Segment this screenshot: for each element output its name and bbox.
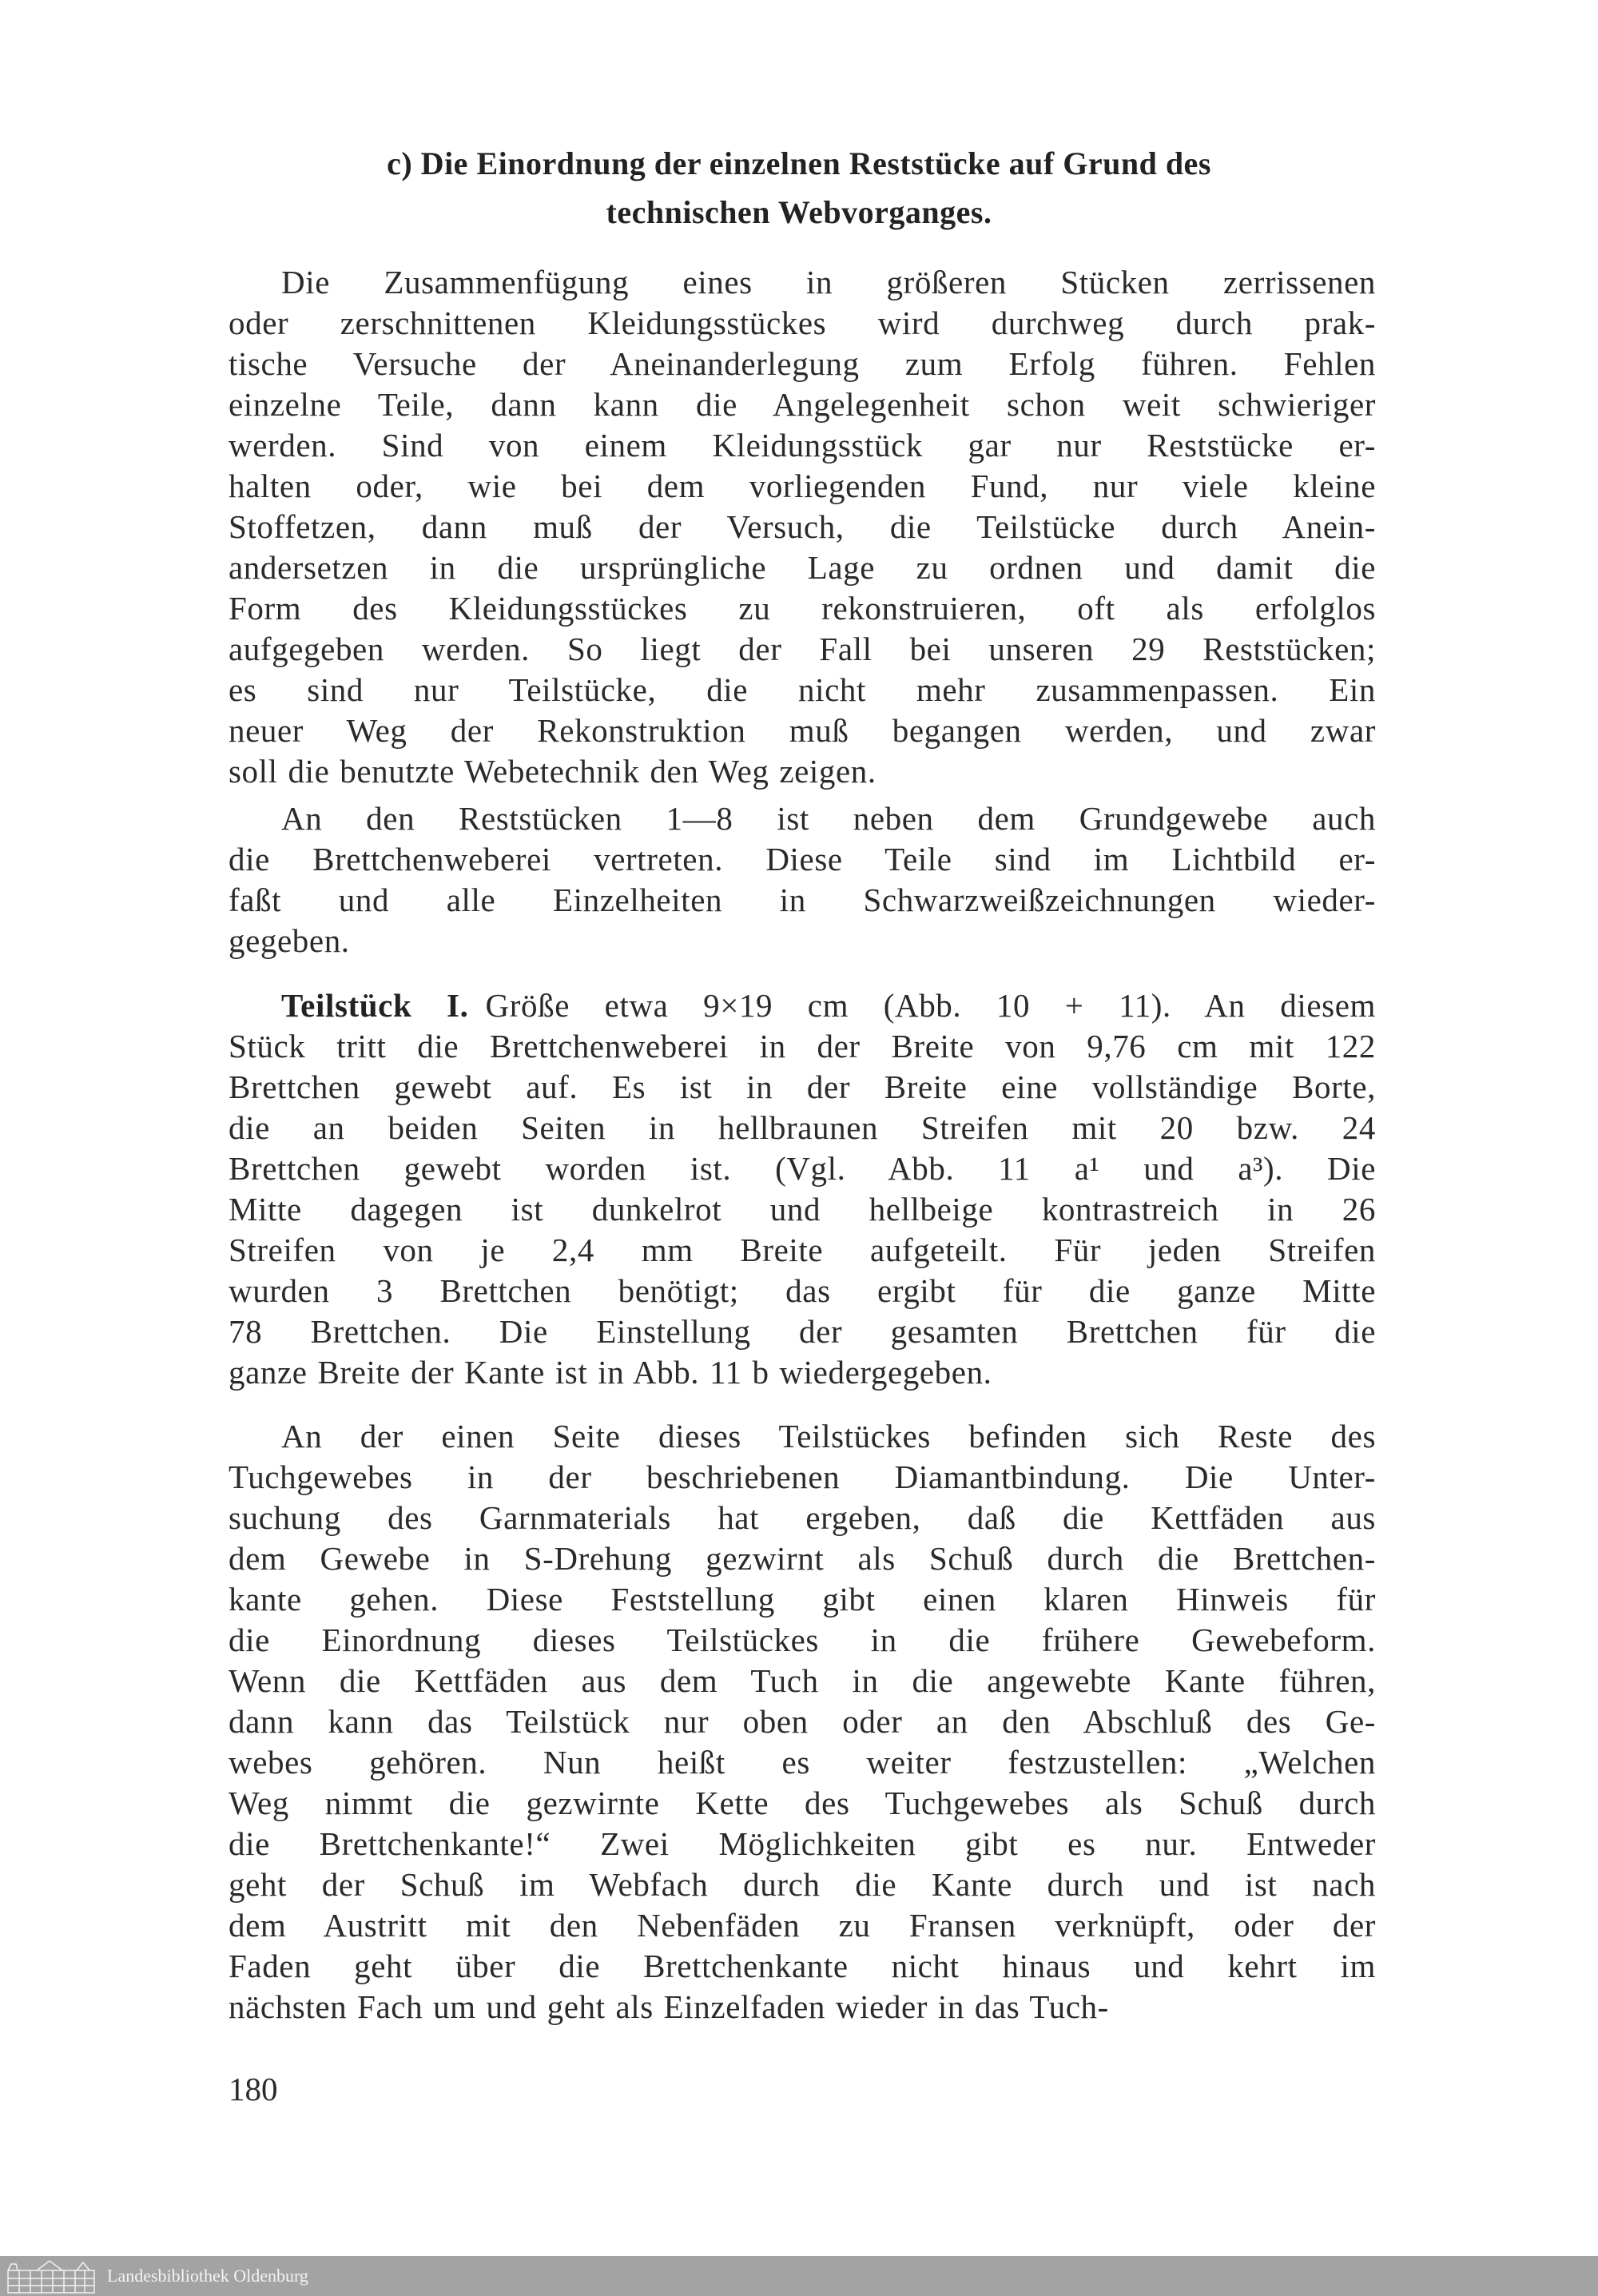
text-line: webes gehören. Nun heißt es weiter festzustellen: „Welchen bbox=[229, 1744, 1376, 1781]
text-line: An der einen Seite dieses Teilstückes befinden sich Reste des bbox=[281, 1418, 1376, 1454]
text-line: ganze Breite der Kante ist in Abb. 11 b wiedergegeben. bbox=[229, 1354, 992, 1391]
text-line: nächsten Fach um und geht als Einzelfaden wieder in das Tuch- bbox=[229, 1988, 1109, 2025]
text-run: Größe etwa 9×19 cm (Abb. 10 + 11). An diesem bbox=[485, 987, 1376, 1024]
section-heading-line-2: technischen Webvorganges. bbox=[606, 194, 992, 230]
text-line: die Brettchenkante!“ Zwei Möglichkeiten gibt es nur. Entweder bbox=[229, 1825, 1376, 1862]
text-line: es sind nur Teilstücke, die nicht mehr zusammenpassen. Ein bbox=[229, 671, 1376, 708]
paragraph-4 bbox=[229, 1416, 1376, 2027]
paragraph-2 bbox=[229, 798, 1376, 961]
text-line: halten oder, wie bei dem vorliegenden Fund, nur viele kleine bbox=[229, 468, 1376, 504]
text-line: Stoffetzen, dann muß der Versuch, die Teilstücke durch Anein- bbox=[229, 508, 1376, 545]
text-line: Weg nimmt die gezwirnte Kette des Tuchgewebes als Schuß durch bbox=[229, 1785, 1376, 1821]
text-line: soll die benutzte Webetechnik den Weg zeigen. bbox=[229, 753, 877, 790]
text-line: Brettchen gewebt auf. Es ist in der Breite eine vollständige Borte, bbox=[229, 1068, 1376, 1105]
paragraph-3 bbox=[229, 985, 1376, 1393]
text-line: die Brettchenweberei vertreten. Diese Teile sind im Lichtbild er- bbox=[229, 841, 1376, 877]
text-line: Streifen von je 2,4 mm Breite aufgeteilt. Für jeden Streifen bbox=[229, 1232, 1376, 1268]
text-line: Brettchen gewebt worden ist. (Vgl. Abb. 11 a¹ und a³). Die bbox=[229, 1150, 1376, 1187]
text-line: einzelne Teile, dann kann die Angelegenheit schon weit schwieriger bbox=[229, 386, 1376, 423]
text-line: Form des Kleidungsstückes zu rekonstruieren, oft als erfolglos bbox=[229, 590, 1376, 627]
section-heading-line-1: c) Die Einordnung der einzelnen Reststücke auf Grund des bbox=[387, 145, 1211, 181]
text-line: tische Versuche der Aneinanderlegung zum Erfolg führen. Fehlen bbox=[229, 345, 1376, 382]
run-in-heading: Teilstück I. bbox=[281, 987, 469, 1024]
text-line: dem Austritt mit den Nebenfäden zu Fransen verknüpft, oder der bbox=[229, 1907, 1376, 1944]
library-building-icon bbox=[5, 2259, 97, 2294]
text-line: dem Gewebe in S-Drehung gezwirnt als Schuß durch die Brettchen- bbox=[229, 1540, 1376, 1577]
text-line: Tuchgewebes in der beschriebenen Diamantbindung. Die Unter- bbox=[229, 1458, 1376, 1495]
text-line: Mitte dagegen ist dunkelrot und hellbeige kontrastreich in 26 bbox=[229, 1191, 1376, 1228]
text-line: die Einordnung dieses Teilstückes in die frühere Gewebeform. bbox=[229, 1622, 1376, 1658]
text-line: Die Zusammenfügung eines in größeren Stücken zerrissenen bbox=[281, 264, 1376, 300]
text-line: neuer Weg der Rekonstruktion muß begangen werden, und zwar bbox=[229, 712, 1376, 749]
text-line: kante gehen. Diese Feststellung gibt einen klaren Hinweis für bbox=[229, 1581, 1376, 1618]
text-line: die an beiden Seiten in hellbraunen Streifen mit 20 bzw. 24 bbox=[229, 1109, 1376, 1146]
text-line: gegeben. bbox=[229, 922, 350, 959]
text-line: andersetzen in die ursprüngliche Lage zu ordnen und damit die bbox=[229, 549, 1376, 586]
text-line bbox=[229, 985, 1376, 1026]
footer-bar bbox=[0, 2256, 1598, 2296]
text-line: An den Reststücken 1—8 ist neben dem Grundgewebe auch bbox=[281, 800, 1376, 837]
text-line: geht der Schuß im Webfach durch die Kante durch und ist nach bbox=[229, 1866, 1376, 1903]
text-line: suchung des Garnmaterials hat ergeben, daß die Kettfäden aus bbox=[229, 1499, 1376, 1536]
text-line: oder zerschnittenen Kleidungsstückes wird durchweg durch prak- bbox=[229, 304, 1376, 341]
text-line: 78 Brettchen. Die Einstellung der gesamten Brettchen für die bbox=[229, 1313, 1376, 1350]
text-line: Faden geht über die Brettchenkante nicht hinaus und kehrt im bbox=[229, 1948, 1376, 1984]
library-name: Landesbibliothek Oldenburg bbox=[107, 2266, 308, 2286]
text-line: dann kann das Teilstück nur oben oder an den Abschluß des Ge- bbox=[229, 1703, 1376, 1740]
text-line: Wenn die Kettfäden aus dem Tuch in die angewebte Kante führen, bbox=[229, 1662, 1376, 1699]
text-line: Stück tritt die Brettchenweberei in der Breite von 9,76 cm mit 122 bbox=[229, 1028, 1376, 1064]
text-line: aufgegeben werden. So liegt der Fall bei unseren 29 Reststücken; bbox=[229, 631, 1376, 667]
text-line: faßt und alle Einzelheiten in Schwarzweißzeichnungen wieder- bbox=[229, 881, 1376, 918]
page-number: 180 bbox=[229, 2071, 278, 2107]
paragraph-1 bbox=[229, 262, 1376, 792]
text-line: wurden 3 Brettchen benötigt; das ergibt für die ganze Mitte bbox=[229, 1272, 1376, 1309]
text-line: werden. Sind von einem Kleidungsstück gar nur Reststücke er- bbox=[229, 427, 1376, 464]
